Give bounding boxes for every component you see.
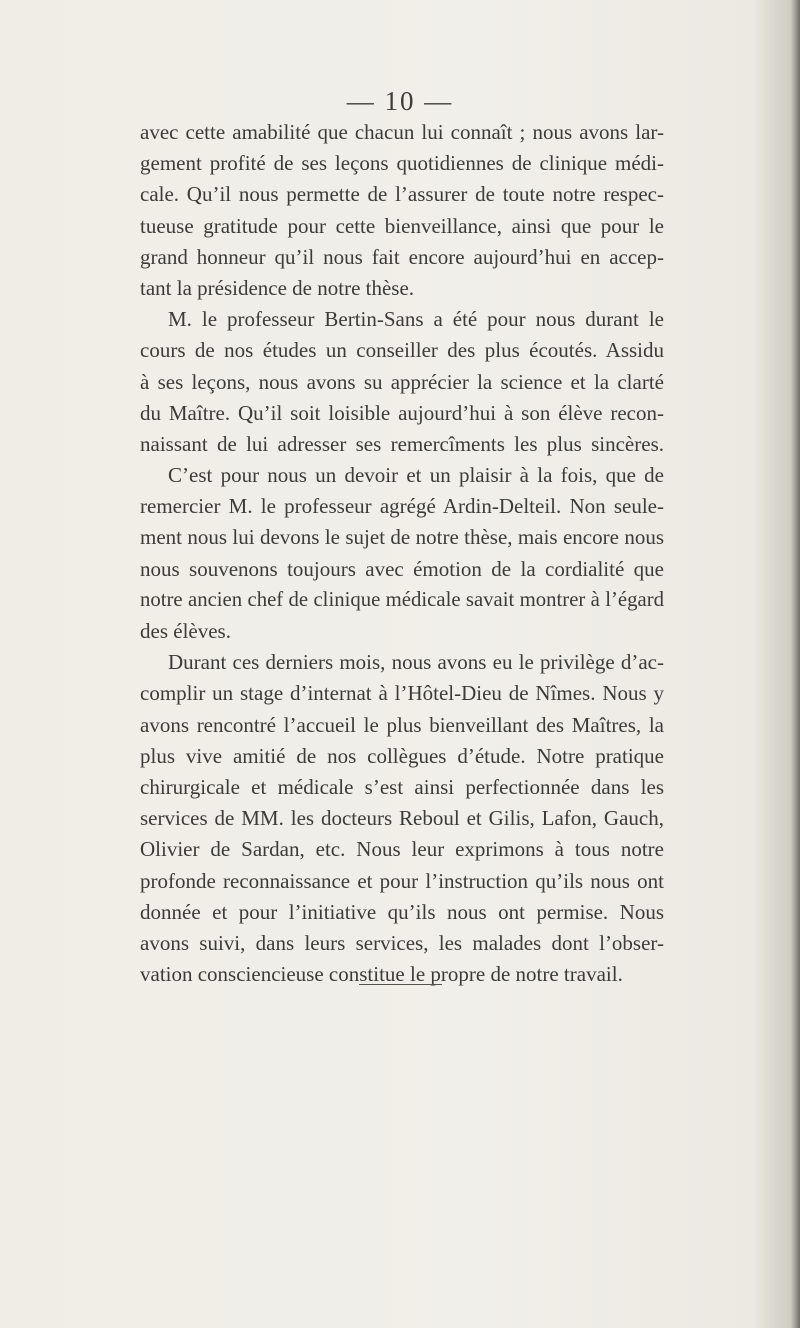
page-number: — 10 — (346, 86, 454, 116)
text-line: complir un stage d’internat à l’Hôtel-Dieu de Nîmes. Nous y (140, 681, 664, 706)
text-line: cale. Qu’il nous permette de l’assurer de toute notre respec- (140, 182, 664, 207)
text-line: avons rencontré l’accueil le plus bienveillant des Maîtres, la (140, 712, 664, 737)
text-line: profonde reconnaissance et pour l’instruction qu’ils nous ont (140, 868, 664, 893)
text-line: naissant de lui adresser ses remercîments les plus sincères. (140, 431, 664, 456)
text-line: notre ancien chef de clinique médicale savait montrer à l’égard (140, 588, 664, 611)
text-line: tant la présidence de notre thèse. (140, 275, 415, 300)
text-line: services de MM. les docteurs Reboul et Gilis, Lafon, Gauch, (140, 806, 664, 831)
text-line: chirurgicale et médicale s’est ainsi perfectionnée dans les (140, 774, 664, 799)
text-line: grand honneur qu’il nous fait encore aujourd’hui en accep- (140, 244, 664, 269)
text-line: Durant ces derniers mois, nous avons eu le privilège d’ac- (168, 650, 664, 675)
text-line: tueuse gratitude pour cette bienveillance, ainsi que pour le (140, 213, 664, 238)
text-line: cours de nos études un conseiller des plus écoutés. Assidu (140, 338, 664, 363)
text-line: avec cette amabilité que chacun lui connaît ; nous avons lar- (140, 120, 664, 144)
text-line: des élèves. (140, 619, 231, 643)
text-line: nous souvenons toujours avec émotion de la cordialité que (140, 556, 664, 581)
text-line: gement profité de ses leçons quotidiennes de clinique médi- (140, 151, 664, 176)
text-line: ment nous lui devons le sujet de notre thèse, mais encore nous (140, 525, 664, 550)
text-line: donnée et pour l’initiative qu’ils nous ont permise. Nous (140, 899, 664, 924)
text-line: avons suivi, dans leurs services, les malades dont l’obser- (140, 930, 664, 955)
text-line: C’est pour nous un devoir et un plaisir à la fois, que de (168, 463, 664, 488)
text-line: M. le professeur Bertin-Sans a été pour nous durant le (168, 307, 664, 332)
text-line: à ses leçons, nous avons su apprécier la science et la clarté (140, 369, 664, 394)
end-rule (359, 984, 442, 985)
text-line: vation consciencieuse constitue le propre de notre travail. (140, 962, 623, 987)
text-line: du Maître. Qu’il soit loisible aujourd’hui à son élève recon- (140, 400, 664, 425)
page-binding-edge (790, 0, 800, 1328)
text-line: Olivier de Sardan, etc. Nous leur exprimons à tous notre (140, 837, 664, 862)
body-text (140, 117, 664, 990)
text-line: plus vive amitié de nos collègues d’étude. Notre pratique (140, 743, 664, 768)
text-line: remercier M. le professeur agrégé Ardin-Delteil. Non seule- (140, 494, 664, 519)
